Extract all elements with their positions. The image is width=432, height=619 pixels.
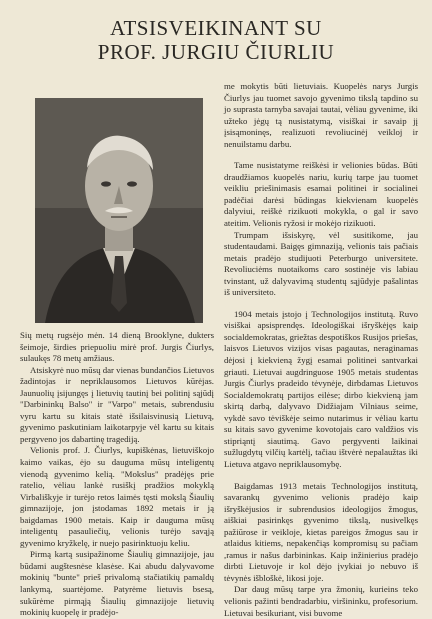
paragraph: 1904 metais įstojo į Technologijos institutą. Ruvo visiškai apsisprendęs. Ideologiškai išryškėjęs kaip socialdemokratas, griežtas despotiškos Rusijos priešas, laisvos Lietuvos vizijos visas pagautas, neraginamas dėjosi į kiekvieną žygį esamai politinei santvarkai griauti. Lietuvai augdringuose 1905 metais studentas Jurgis Čiurlys pradeido tėvynėje, dirbdamas Lietuvos Socialdemokratų partijos eilėse; dirbo kiekvieną jam skirtą darbą, dalyvavo Didžiajam Vilniaus seime, vykdė savo tėviškėje seimo nutarimus ir vėliau kartu su kitais savo gyvenime kovotojais caro valdžios vis stipriąntį siautimą. Gavo pergyventi laikinai sužlugdytų vilčių kartėlį, tačiau ištvėrė nepalaužtas iki Lietuva atgavo nepriklausomybę. (224, 308, 418, 469)
paragraph: Dar daug mūsų tarpe yra žmonių, kurieins teko velionis pažinti bendradarbiu, viršininku, profesorium. Lietuvai besikuriant, visi buvome (224, 584, 418, 618)
portrait-figure (35, 98, 203, 323)
paragraph: Tame nusistatyme reiškėsi ir velionies būdas. Būti draudžiamos kuopelės nariu, kurių tarpe jau tuomet veikliu priešinimasis esamai politinei ir socialinei padėčiai darėsi būdingas kiekvienam kuopelės dalyviui, reiškė rizikuoti mokykla, o gal ir savo ateitim. Velionis ryžosi ir mokėjo rizikuoti. (224, 160, 418, 229)
paragraph: Sių metų rugsėjo mėn. 14 dieną Brooklyne, dukters šeimoje, širdies priepuoliu mirė prof. Jurgis Čiurlys, sulaukęs 78 metų amžiaus. (20, 330, 214, 364)
article-title-line2: PROF. JURGIU ČIURLIU (97, 40, 335, 64)
paragraph: Pirmą kartą susipažinome Šiaulių gimnazijoje, jau būdami augštesnėse klasėse. Kai abudu dalyvavome mokinių "bunte" prieš privalomą stačiatikių pamaldų lankymą, suartėjome. Patyrėme lietuvis bsesą, sukūrėme pirmąją Šiaulių gimnazijoje lietuvių mokinių kuopelę ir pradėjo- (20, 549, 214, 618)
article-title-line1: ATSISVEIKINANT SU (110, 16, 322, 40)
left-column-text (20, 330, 214, 619)
right-column-text (224, 81, 418, 619)
paragraph: Trumpam išsiskyrę, vėl susitikome, jau studentaudami. Baigęs gimnaziją, velionis tais pačiais metais pradėjo studijuoti Peterburgo universitete. Revoliuciėms nuotaikoms caro sostinėje vis labiau tvinstant, už dalyvavimą studentų sąjūdyje pašalintas iš universiteto. (224, 229, 418, 298)
paragraph: Velionis prof. J. Čiurlys, kupiškėnas, lietuviškojo kaimo vaikas, ėjo su dauguma mūsų inteligentų vienodą gyvenimo kelią. "Mokslus" pradėjęs prie ratelio, vėliau lankė rusiškį pradžios mokyklą Virbališkyje ir turėjo retos laimės tęsti mokslą Šiaulių gimnazijoje, jon įstodamas 1892 metais ir ją baigdamas 1900 metais. Kaip ir dauguma mūsų inteligentų pasauliečių, velionis turėjo savąją gyvenimo kryžkelę, ir nuejo pasirinktuoju keliu. (20, 445, 214, 548)
paragraph: me mokytis būti lietuviais. Kuopelės narys Jurgis Čiurlys jau tuomet savojo gyvenimo tikslą tapdino su jo suprasta tarnyba savajai tautai, vėliau gyvenime, iki užteko jėgų tą nusistatymą, visiškai ir savaip jį įsisąmoninęs, realizuoti revoliucinėj veikloj ir nenuilstamu darbu. (224, 81, 418, 149)
portrait-photo (35, 98, 203, 323)
paragraph: Baigdamas 1913 metais Technologijos institutą, savarankų gyvenimo velionis pradėjo kaip išryškėjusios ir subrendusios ideologijos žmogus, aiškiai pasirinkęs gyvenimo tikslą, nusivelkęs pažiūrose ir veikloje, kietas pareigos žmogus sau ir atlaidus kitiems, nepakenčiąs kompromisų su pačiam ,ramus ir našus darbininkas. Kaip inžinierius pradėjo dirbti Lietuvoje ir kol dėjo įvykiai jo nebuvo iš tėvynės išbloškė, likosi joje. (224, 480, 418, 583)
paragraph: Atsiskyrė nuo mūsų dar vienas bundančios Lietuvos žadintojas ir nepriklausomos Lietuvos kūrėjas. Jaunuolių įsijungęs į lietuvių tautinį bei politinį sąjūdį "Darbininkų Balso" ir "Varpo" metais, subrendusiu vyru kartu su kitais statė išsilaisvinusią Lietuvą, gyvenimo paskutiniam laikotarpyje vėl kartu su kitais pergyveno jos dabartinę tragediją. (20, 364, 214, 444)
